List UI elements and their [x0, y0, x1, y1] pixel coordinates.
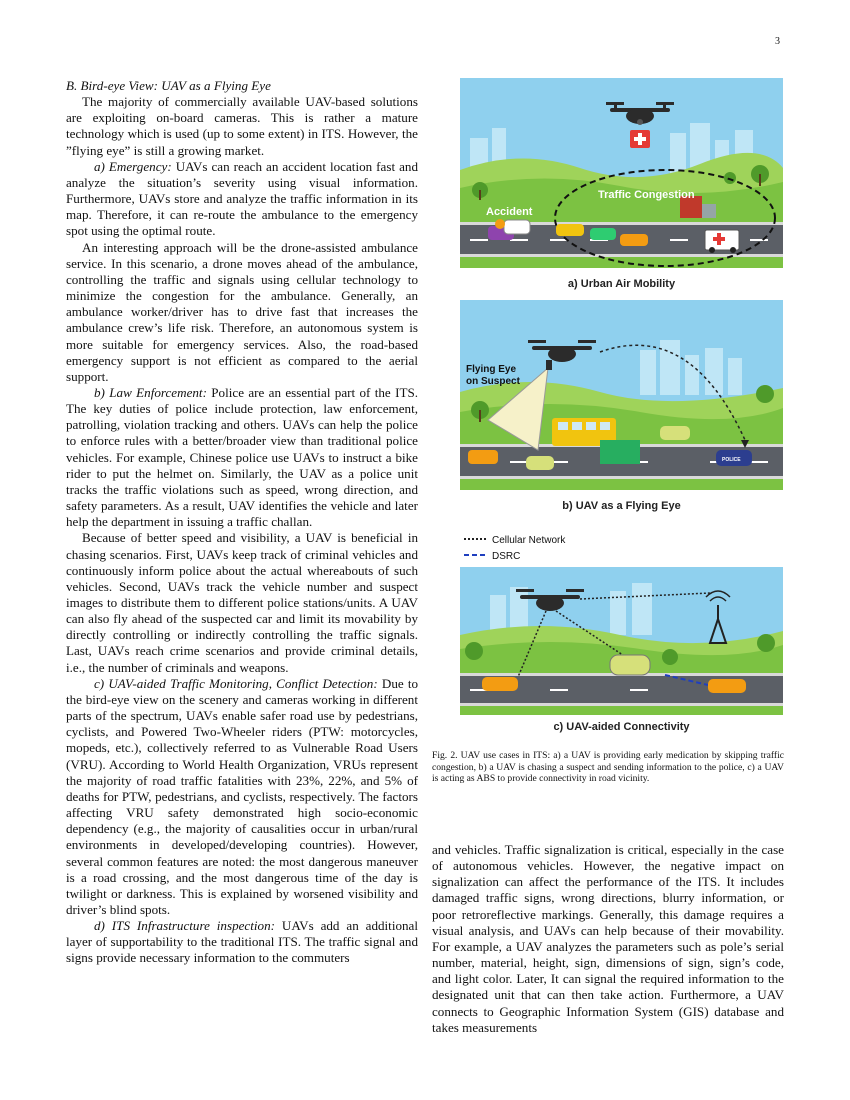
panel-b-label: b) UAV as a Flying Eye — [562, 500, 681, 512]
suspect-label-line1: Flying Eye — [466, 364, 517, 375]
panel-c-label: c) UAV-aided Connectivity — [553, 721, 690, 733]
flying-eye-illustration — [460, 300, 783, 490]
law-paragraph — [66, 385, 418, 530]
section-title: B. Bird-eye View: UAV as a Flying Eye — [66, 78, 271, 93]
legend-cellular: Cellular Network — [492, 535, 566, 546]
right-column — [432, 842, 784, 1036]
figure-panel-c — [460, 525, 783, 733]
truck-icon — [600, 440, 640, 464]
chasing-paragraph: Because of better speed and visibility, a UAV is beneficial in chasing scenarios. First, UAVs keep track of criminal vehicles and continuously inform police about the actual whereabouts of such vehicles. Second, UAVs track the vehicle number and suspect images to distribute them to different police stations/units. A UAV can also fly ahead of the suspected car and limit its movability by directly controlling or indirectly controlling the traffic signals. Last, UAVs reach crime scenarios and provide criminal details, i.e., the number of criminals and weapons. — [66, 530, 418, 675]
figure-panel-a — [460, 78, 783, 290]
traffic-heading: c) UAV-aided Traffic Monitoring, Conflict Detection: — [94, 675, 378, 691]
figure-caption: Fig. 2. UAV use cases in ITS: a) a UAV is providing early medication by skipping traffic congestion, b) a UAV is chasing a suspect and sending information to the police, c) a UAV is acting as ABS to provide connectivity in road vicinity. — [432, 750, 784, 784]
law-body: Police are an essential part of the ITS. The key duties of police include protection, law enforcement, patrolling, violation tracking and others. UAVs can help the police to enforce rules with a better/broader view than traditional police vehicles. For example, Chinese police use UAVs to instruct a bike rider to put the helmet on. Similarly, the UAV as a police unit tracks the traffic violations such as speed, wrong direction, and safety parameters. As a result, UAV identifies the vehicle and later help the department in issuing a traffic challan. — [66, 384, 418, 530]
urban-air-mobility-illustration — [460, 78, 783, 268]
accident-label: Accident — [486, 206, 533, 218]
page-number: 3 — [775, 36, 780, 47]
infra-paragraph — [66, 918, 418, 966]
car-icon — [468, 450, 498, 464]
police-text: POLICE — [722, 457, 741, 463]
car-icon — [610, 655, 650, 675]
police-car-icon — [716, 450, 752, 466]
suspect-label-line2: on Suspect — [466, 376, 520, 387]
left-column — [66, 78, 418, 967]
law-heading: b) Law Enforcement: — [94, 384, 207, 400]
uav-connectivity-illustration — [460, 525, 783, 715]
emergency-heading: a) Emergency: — [94, 158, 172, 174]
car-icon — [708, 679, 746, 693]
car-icon — [660, 426, 690, 440]
figure-panel-b — [460, 300, 783, 512]
congestion-label: Traffic Congestion — [598, 189, 695, 201]
medical-kit-icon — [630, 130, 650, 148]
ambulance-icon — [705, 230, 739, 253]
right-column-paragraph: and vehicles. Traffic signalization is critical, especially in the case of autonomous vehicles. However, the negative impact on signalization can affect the performance of the ITS. It includes damaged traffic signs, wrong directions, blurry information, or poor retroreflective markings. Generally, this damage requires a visual analysis, and UAVs can help because of their movability. For example, a UAV analyzes the parameters such as pole’s serial number, material, height, sign, dimensions of sign, sign’s code, and light color. Later, It can signal the required information to the designated unit that can then take action. Furthermore, a UAV connects to Geographic Information System (GIS) database and takes measurements — [432, 842, 784, 1035]
infra-body: UAVs add an additional layer of supportability to the traditional ITS. The traffic signal and signs provide necessary information to the commuters — [66, 918, 419, 966]
legend-dsrc: DSRC — [492, 551, 521, 562]
car-icon — [526, 456, 554, 470]
emergency-body: UAVs can reach an accident location fast and analyze the situation’s severity using visual information. Furthermore, UAVs store and analyze the traffic information in its map. Therefore, it can re-route the ambulance to the emergency spot using the optimal route. — [66, 158, 418, 239]
traffic-paragraph — [66, 676, 418, 918]
drone-ambulance-paragraph: An interesting approach will be the drone-assisted ambulance service. In this scenario, a drone moves ahead of the ambulance, controlling the traffic and signals using cellular technology to minimize the congestion for the ambulance. Generally, an ambulance worker/driver has to drive fast that increases the ambulance crew’s life risk. Therefore, an autonomous system is more suitable for emergency services. Also, the road-based emergency support is not efficient as compared to the aerial support. — [66, 239, 418, 384]
infra-heading: d) ITS Infrastructure inspection: — [94, 918, 275, 934]
traffic-body: Due to the bird-eye view on the scenery and cameras working in different parts of the spectrum, UAVs enable safer road use by pedestrians, cyclists, and Powered Two-Wheeler riders (PTW: motorcycles, mopeds, etc.), collectively referred to as Vulnerable Road Users (VRU). According to World Health Organization, VRUs represent the majority of road traffic fatalities with 23%, 22%, and 5% of deaths for PTW, pedestrians, and cyclists, respectively. The factors affecting VRU safety demonstrated high socio-economic dependency (e.g., the majority of causalities occur in urban/rural environments in developed/developing countries). However, several common features are noted: the most dangerous maneuver is a road crossing, and the most dangerous time of the day is twilight or darkness. This is explained by worsened visibility and driver’s blind spots. — [66, 675, 419, 917]
emergency-paragraph — [66, 159, 418, 240]
panel-a-label: a) Urban Air Mobility — [567, 278, 676, 290]
car-icon — [482, 677, 518, 691]
intro-paragraph: The majority of commercially available UAV-based solutions are exploiting on-board cameras. This is rather a mature technology which is used (up to some extent) in ITS. However, the ”flying eye” is still a growing market. — [66, 94, 418, 158]
